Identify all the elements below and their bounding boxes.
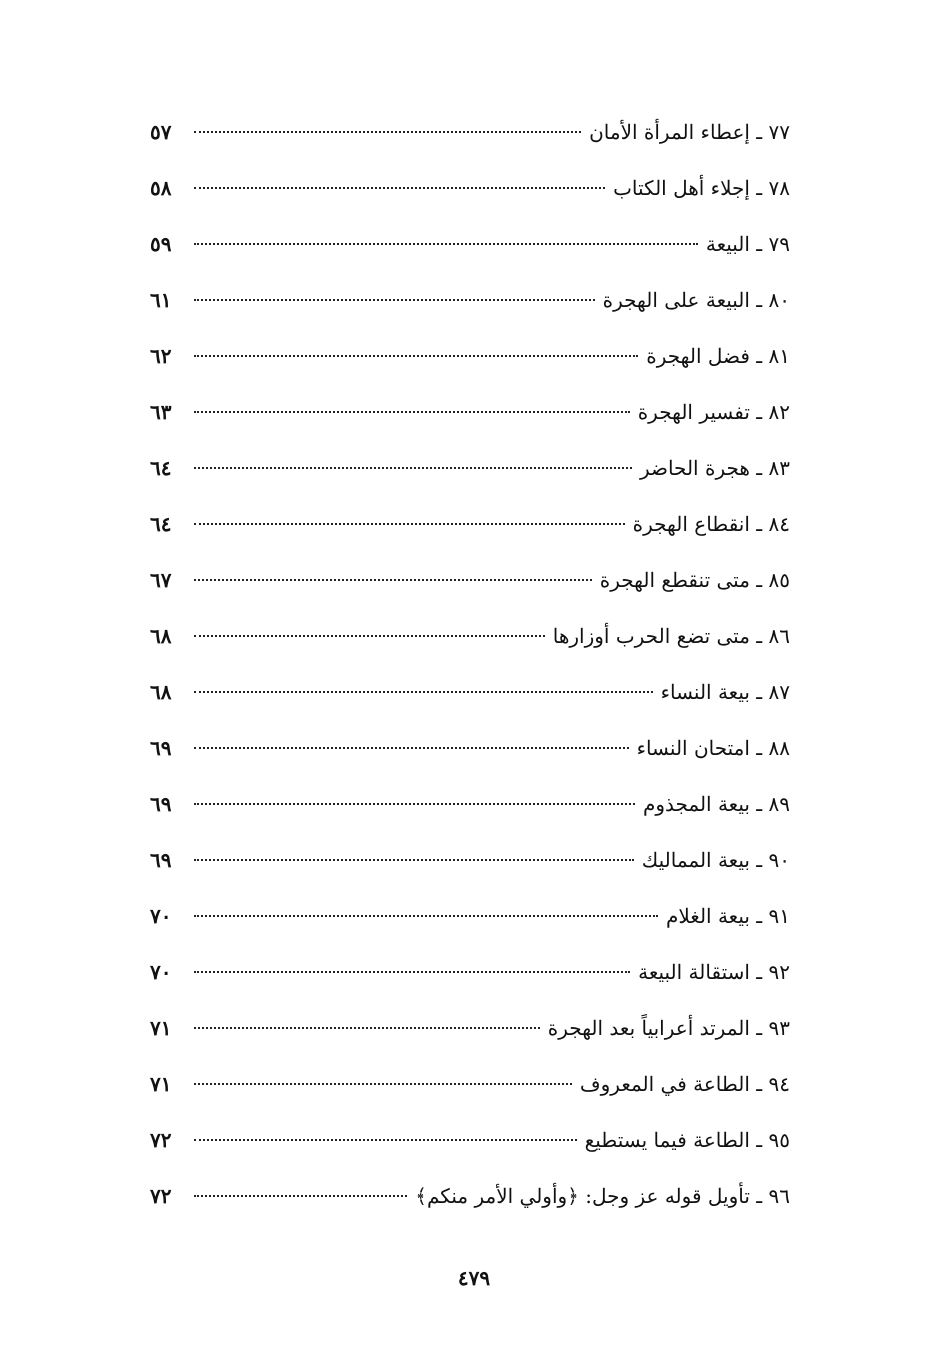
toc-entry xyxy=(150,944,790,1000)
toc-entry-page: ٦٩ xyxy=(150,848,172,872)
toc-entry-title: ٨٤ ـ انقطاع الهجرة xyxy=(632,512,790,536)
dot-leader xyxy=(194,691,653,693)
toc-entry xyxy=(150,496,790,552)
toc-entry-title: ٧٩ ـ البيعة xyxy=(705,232,790,256)
toc-entry-page: ٦٨ xyxy=(150,624,172,648)
dot-leader xyxy=(194,1195,407,1197)
toc-entry-title: ٨٩ ـ بيعة المجذوم xyxy=(642,792,790,816)
toc-entry-title: ٩٣ ـ المرتد أعرابياً بعد الهجرة xyxy=(547,1016,790,1040)
toc-entry-title: ٨٨ ـ امتحان النساء xyxy=(636,736,790,760)
dot-leader xyxy=(194,299,595,301)
toc-entry-page: ٦٤ xyxy=(150,512,172,536)
toc-entry xyxy=(150,104,790,160)
toc-entry-title: ٩٠ ـ بيعة المماليك xyxy=(641,848,790,872)
toc-entry xyxy=(150,1000,790,1056)
toc-entry-page: ٥٩ xyxy=(150,232,172,256)
toc-entry xyxy=(150,664,790,720)
toc-entry-page: ٦٧ xyxy=(150,568,172,592)
toc-entry-page: ٧١ xyxy=(150,1016,172,1040)
toc-entry-title: ٩٢ ـ استقالة البيعة xyxy=(638,960,790,984)
dot-leader xyxy=(194,1083,572,1085)
toc-entry-title: ٨٢ ـ تفسير الهجرة xyxy=(637,400,790,424)
toc-entry-page: ٦٤ xyxy=(150,456,172,480)
toc-entry-title: ٧٨ ـ إجلاء أهل الكتاب xyxy=(613,176,790,200)
toc-entry-page: ٧٠ xyxy=(150,904,172,928)
dot-leader xyxy=(194,747,629,749)
toc-entry-title: ٨٦ ـ متى تضع الحرب أوزارها xyxy=(552,624,790,648)
toc-entry xyxy=(150,832,790,888)
toc-entry-page: ٦٩ xyxy=(150,792,172,816)
dot-leader xyxy=(194,859,634,861)
toc-entry xyxy=(150,272,790,328)
toc-entry-title: ٨٧ ـ بيعة النساء xyxy=(660,680,790,704)
toc-entry-title: ٨١ ـ فضل الهجرة xyxy=(646,344,790,368)
toc-entry-page: ٥٨ xyxy=(150,176,172,200)
toc-entry xyxy=(150,776,790,832)
page-number: ٤٧٩ xyxy=(457,1266,491,1290)
toc-entry-title: ٨٠ ـ البيعة على الهجرة xyxy=(602,288,790,312)
toc-entry-page: ٦٣ xyxy=(150,400,172,424)
dot-leader xyxy=(194,523,625,525)
dot-leader xyxy=(194,355,638,357)
toc-entry-title: ٩١ ـ بيعة الغلام xyxy=(665,904,790,928)
toc-entry xyxy=(150,160,790,216)
toc-entry xyxy=(150,888,790,944)
toc-entry-title: ٧٧ ـ إعطاء المرأة الأمان xyxy=(589,120,790,144)
toc-entry xyxy=(150,440,790,496)
dot-leader xyxy=(194,243,698,245)
toc-entry xyxy=(150,608,790,664)
toc-entry-page: ٧٢ xyxy=(150,1128,172,1152)
toc-entry xyxy=(150,1056,790,1112)
toc-entry xyxy=(150,328,790,384)
toc-entry-page: ٦٨ xyxy=(150,680,172,704)
table-of-contents xyxy=(150,104,790,1224)
dot-leader xyxy=(194,131,581,133)
toc-entry-page: ٥٧ xyxy=(150,120,172,144)
toc-entry xyxy=(150,384,790,440)
toc-entry xyxy=(150,1112,790,1168)
dot-leader xyxy=(194,915,658,917)
dot-leader xyxy=(194,803,635,805)
toc-entry-title: ٩٥ ـ الطاعة فيما يستطيع xyxy=(584,1128,790,1152)
toc-entry-page: ٧٠ xyxy=(150,960,172,984)
toc-entry-title: ٨٥ ـ متى تنقطع الهجرة xyxy=(599,568,790,592)
dot-leader xyxy=(194,411,630,413)
toc-entry-title: ٩٤ ـ الطاعة في المعروف xyxy=(579,1072,790,1096)
dot-leader xyxy=(194,1027,540,1029)
toc-entry xyxy=(150,216,790,272)
dot-leader xyxy=(194,635,545,637)
toc-entry xyxy=(150,720,790,776)
toc-entry-page: ٦١ xyxy=(150,288,172,312)
toc-entry-page: ٦٩ xyxy=(150,736,172,760)
toc-entry-page: ٧١ xyxy=(150,1072,172,1096)
toc-entry xyxy=(150,552,790,608)
dot-leader xyxy=(194,579,592,581)
toc-entry-title: ٨٣ ـ هجرة الحاضر xyxy=(639,456,790,480)
dot-leader xyxy=(194,467,632,469)
dot-leader xyxy=(194,187,605,189)
dot-leader xyxy=(194,1139,577,1141)
toc-entry-page: ٦٢ xyxy=(150,344,172,368)
toc-entry-page: ٧٢ xyxy=(150,1184,172,1208)
dot-leader xyxy=(194,971,630,973)
toc-entry-title: ٩٦ ـ تأويل قوله عز وجل: ﴿وأولي الأمر منكم﴾ xyxy=(415,1184,790,1208)
toc-entry xyxy=(150,1168,790,1224)
